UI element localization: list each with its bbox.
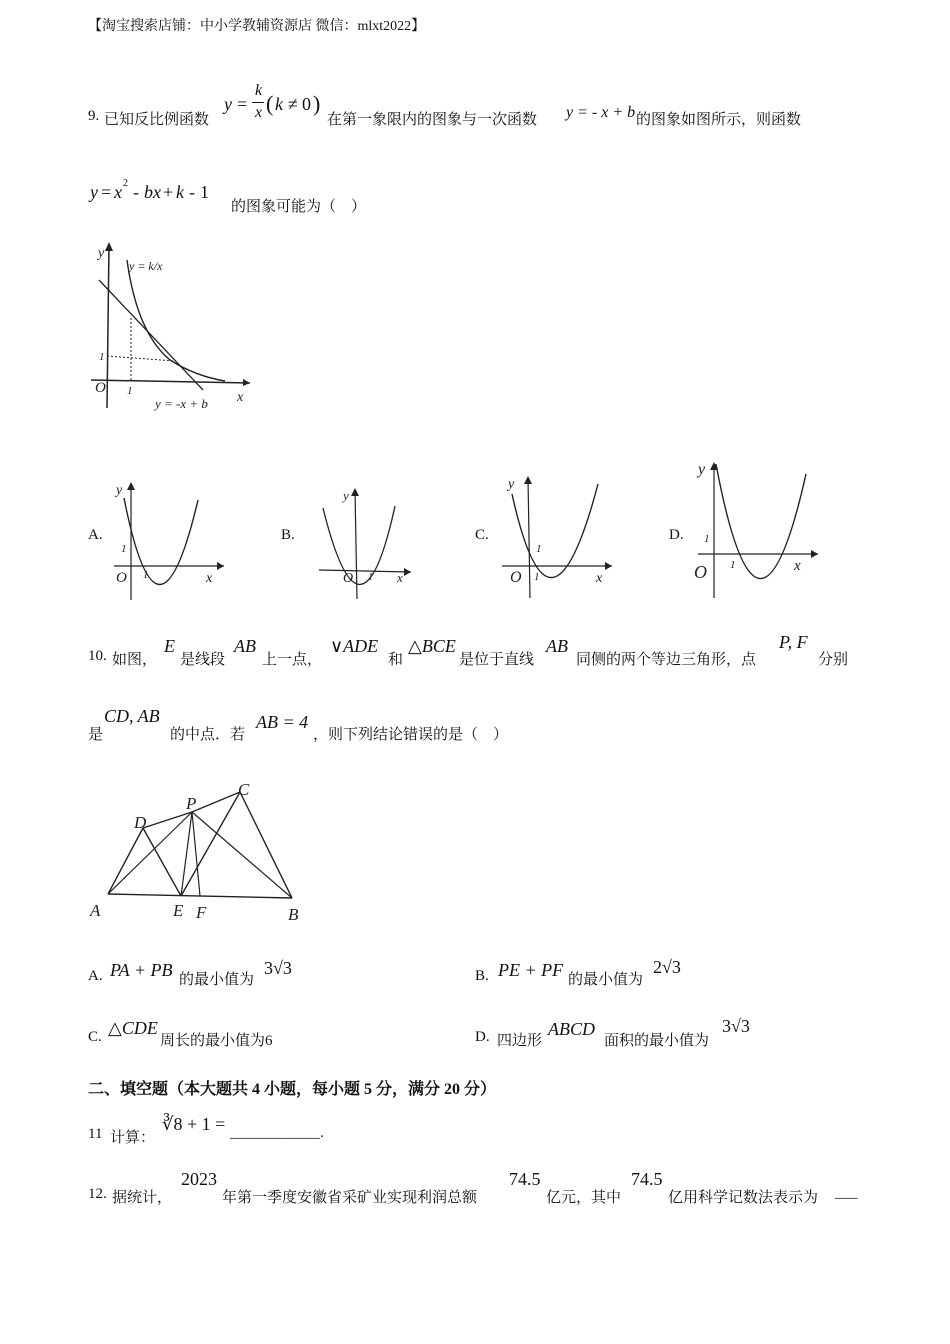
svg-text:1: 1 [704, 533, 710, 545]
q10-math-6: P, F [779, 632, 808, 652]
q9-number: 9. [88, 108, 100, 124]
q10-text-1: 如图， [112, 652, 158, 668]
svg-text:1: 1 [368, 572, 373, 583]
q10-option-b-value: 2√3 [653, 957, 681, 977]
q10-option-b-text: 的最小值为 [568, 972, 644, 988]
svg-text:D: D [134, 813, 147, 832]
q10-option-d-label[interactable]: D. [475, 1029, 490, 1045]
q9-option-d-graph[interactable] [692, 458, 822, 603]
q9-fig-label-one-x: 1 [127, 385, 133, 397]
q10-segment-ad [108, 828, 143, 894]
q10-segment-pc [192, 792, 240, 812]
q10-number: 10. [88, 648, 107, 664]
q10-option-b-label[interactable]: B. [475, 968, 489, 984]
q11-text: 计算： [110, 1130, 156, 1146]
svg-text:y: y [508, 477, 515, 492]
q9-fig-label-y: y [98, 246, 105, 261]
svg-text:1: 1 [534, 571, 540, 583]
q10-option-c-label[interactable]: C. [88, 1029, 102, 1045]
svg-text:B: B [288, 905, 299, 924]
q9-fig-label-one-y: 1 [99, 351, 105, 363]
q9-option-a-graph[interactable] [106, 478, 226, 603]
q10-math-1: E [164, 636, 175, 656]
q9-fig-dash-horizontal [107, 356, 175, 361]
q10-text-4: 和 [388, 652, 404, 668]
q9-option-b-label: B. [281, 527, 295, 543]
svg-text:x: x [794, 558, 801, 574]
q10-segment-pe [181, 812, 192, 896]
q10-option-d-value: 3√3 [722, 1016, 750, 1036]
q10-math-4: △BCE [408, 636, 456, 656]
q9-option-d-label: D. [669, 527, 684, 543]
svg-text:x: x [596, 571, 603, 586]
q12-number-profit: 74.5 [509, 1169, 541, 1189]
q9-text-4: 的图象可能为（ ） [231, 199, 367, 215]
q10-math-7: CD, AB [104, 706, 160, 726]
q9-text-2: 在第一象限内的图象与一次函数 [327, 112, 538, 128]
q10-option-b-expr: PE + PF [498, 960, 564, 980]
svg-text:P: P [186, 794, 197, 813]
svg-text:O: O [510, 569, 522, 586]
q10-option-a-expr: PA + PB [110, 960, 173, 980]
q10-text-10: ，则下列结论错误的是（ ） [313, 727, 509, 743]
q11-expr: ∛8 + 1 = [162, 1114, 226, 1134]
q10-math-3: ∨ADE [330, 636, 379, 656]
svg-text:C: C [238, 780, 250, 799]
q9-fig-label-x: x [237, 390, 244, 405]
q10-text-5: 是位于直线 [459, 652, 535, 668]
q10-segment-pf [192, 812, 200, 896]
q10-text-7: 分别 [818, 652, 849, 668]
q10-option-c-text: 周长的最小值为6 [160, 1033, 273, 1049]
q12-answer-blank[interactable]: ___ [835, 1185, 858, 1201]
svg-text:A: A [90, 901, 101, 920]
q9-fig-line [99, 280, 203, 390]
q10-math-5: AB [546, 636, 568, 656]
q9-fig-label-curve: y = k/x [129, 259, 163, 273]
svg-text:1: 1 [143, 569, 149, 581]
q12-text-3: 亿元，其中 [546, 1190, 622, 1206]
q9-option-a-parabola [124, 498, 198, 585]
q9-fig-hyperbola [127, 260, 225, 381]
q12-number: 12. [88, 1186, 107, 1202]
svg-text:1: 1 [121, 543, 127, 555]
q10-text-2: 是线段 [180, 652, 226, 668]
svg-text:x: x [206, 571, 213, 586]
svg-text:y: y [698, 461, 706, 478]
q10-option-a-text: 的最小值为 [179, 972, 255, 988]
q9-formula-linear: y = - x + b [566, 104, 636, 121]
q9-formula-inverse: y = k x ( k ≠ 0 ) [224, 82, 321, 121]
q9-option-c-label: C. [475, 527, 489, 543]
q10-text-6: 同侧的两个等边三角形，点 [576, 652, 757, 668]
q10-text-8: 是 [88, 727, 104, 743]
q9-text-1: 已知反比例函数 [104, 112, 210, 128]
q9-fig-label-line: y = -x + b [155, 396, 208, 411]
q10-segment-de [143, 828, 181, 896]
q10-option-a-value: 3√3 [264, 958, 292, 978]
q9-fig-x-arrow [243, 379, 250, 386]
svg-text:E: E [173, 901, 184, 920]
q9-option-a-label: A. [88, 527, 103, 543]
q10-math-2: AB [234, 636, 256, 656]
q10-text-3: 上一点， [262, 652, 323, 668]
q10-segment-cb [240, 792, 292, 898]
q12-number-profit-2: 74.5 [631, 1169, 663, 1189]
q12-text-2: 年第一季度安徽省采矿业实现利润总额 [222, 1190, 478, 1206]
q10-segment-pb [192, 812, 292, 898]
q12-text-1: 据统计， [112, 1190, 173, 1206]
q9-option-c-parabola [512, 484, 598, 578]
q12-number-year: 2023 [181, 1169, 217, 1189]
q9-option-b-graph[interactable] [315, 484, 415, 604]
q10-text-9: 的中点．若 [170, 727, 246, 743]
q9-text-3: 的图象如图所示，则函数 [636, 112, 802, 128]
q9-fig-y-arrow [105, 242, 113, 251]
q10-option-d-pre: 四边形 [497, 1033, 543, 1049]
q11-number: 11 [88, 1126, 103, 1142]
svg-text:1: 1 [730, 559, 736, 571]
q9-figure [85, 238, 255, 418]
q10-figure [88, 770, 308, 930]
svg-text:O: O [694, 562, 707, 582]
q12-text-4: 亿用科学记数法表示为 [668, 1190, 819, 1206]
svg-text:O: O [343, 571, 354, 586]
q9-option-b-parabola [323, 506, 395, 585]
q9-fig-label-origin: O [95, 380, 106, 396]
svg-text:O: O [116, 570, 127, 586]
q9-fig-y-axis [107, 244, 109, 408]
svg-text:F: F [196, 903, 207, 922]
svg-text:y: y [116, 483, 123, 498]
q9-option-c-graph[interactable] [500, 470, 620, 600]
q10-option-d-text: 面积的最小值为 [604, 1033, 710, 1049]
svg-text:y: y [343, 488, 349, 503]
svg-text:1: 1 [536, 543, 542, 555]
q10-option-c-expr: △CDE [108, 1018, 158, 1038]
q10-math-8: AB = 4 [256, 712, 309, 732]
q10-option-a-label[interactable]: A. [88, 968, 103, 984]
svg-text:x: x [397, 570, 403, 585]
page-header: 【淘宝搜索店铺：中小学教辅资源店 微信：mlxt2022】 [88, 19, 426, 34]
q11-answer-blank[interactable]: ____________. [230, 1125, 324, 1141]
q10-option-d-expr: ABCD [548, 1019, 595, 1039]
q9-option-c-y-axis [528, 478, 530, 598]
q9-fig-x-axis [91, 380, 250, 383]
q10-segment-pa [108, 812, 192, 894]
section-fill-in-title: 二、填空题（本大题共 4 小题，每小题 5 分，满分 20 分） [88, 1081, 497, 1098]
q9-formula-quadratic: y = x 2 - bx + k - 1 [90, 178, 209, 202]
